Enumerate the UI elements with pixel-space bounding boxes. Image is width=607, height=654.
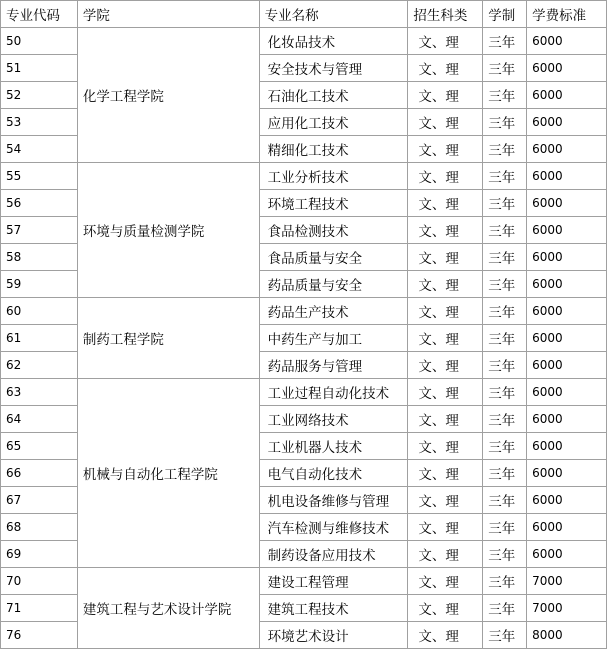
college-cell: 环境与质量检测学院 xyxy=(77,163,259,298)
major-code-cell: 71 xyxy=(1,595,78,622)
major-name-cell: 工业分析技术 xyxy=(259,163,408,190)
subject-cell: 文、理 xyxy=(408,28,483,55)
header-row xyxy=(1,1,607,28)
header-college: 学院 xyxy=(77,1,259,28)
subject-cell: 文、理 xyxy=(408,55,483,82)
years-cell: 三年 xyxy=(483,352,527,379)
major-name-cell: 药品生产技术 xyxy=(259,298,408,325)
years-cell: 三年 xyxy=(483,217,527,244)
fee-cell: 6000 xyxy=(527,541,607,568)
major-code-cell: 66 xyxy=(1,460,78,487)
years-cell: 三年 xyxy=(483,568,527,595)
table-row xyxy=(1,163,607,190)
major-code-cell: 60 xyxy=(1,298,78,325)
table-row xyxy=(1,379,607,406)
fee-cell: 6000 xyxy=(527,82,607,109)
subject-cell: 文、理 xyxy=(408,406,483,433)
major-name-cell: 应用化工技术 xyxy=(259,109,408,136)
subject-cell: 文、理 xyxy=(408,352,483,379)
subject-cell: 文、理 xyxy=(408,622,483,649)
major-code-cell: 63 xyxy=(1,379,78,406)
fee-cell: 7000 xyxy=(527,568,607,595)
major-code-cell: 55 xyxy=(1,163,78,190)
subject-cell: 文、理 xyxy=(408,487,483,514)
fee-cell: 6000 xyxy=(527,433,607,460)
subject-cell: 文、理 xyxy=(408,298,483,325)
major-name-cell: 建筑工程技术 xyxy=(259,595,408,622)
years-cell: 三年 xyxy=(483,298,527,325)
header-major: 专业名称 xyxy=(259,1,408,28)
header-subject: 招生科类 xyxy=(408,1,483,28)
years-cell: 三年 xyxy=(483,55,527,82)
major-code-cell: 68 xyxy=(1,514,78,541)
fee-cell: 6000 xyxy=(527,190,607,217)
major-code-cell: 67 xyxy=(1,487,78,514)
years-cell: 三年 xyxy=(483,28,527,55)
subject-cell: 文、理 xyxy=(408,541,483,568)
major-code-cell: 56 xyxy=(1,190,78,217)
years-cell: 三年 xyxy=(483,595,527,622)
major-name-cell: 机电设备维修与管理 xyxy=(259,487,408,514)
college-cell: 化学工程学院 xyxy=(77,28,259,163)
subject-cell: 文、理 xyxy=(408,595,483,622)
fee-cell: 6000 xyxy=(527,271,607,298)
major-code-cell: 76 xyxy=(1,622,78,649)
fee-cell: 6000 xyxy=(527,406,607,433)
major-code-cell: 53 xyxy=(1,109,78,136)
major-name-cell: 制药设备应用技术 xyxy=(259,541,408,568)
major-name-cell: 食品检测技术 xyxy=(259,217,408,244)
subject-cell: 文、理 xyxy=(408,217,483,244)
major-name-cell: 药品服务与管理 xyxy=(259,352,408,379)
fee-cell: 6000 xyxy=(527,163,607,190)
fee-cell: 6000 xyxy=(527,298,607,325)
fee-cell: 6000 xyxy=(527,514,607,541)
major-name-cell: 工业过程自动化技术 xyxy=(259,379,408,406)
major-name-cell: 药品质量与安全 xyxy=(259,271,408,298)
subject-cell: 文、理 xyxy=(408,109,483,136)
major-name-cell: 工业网络技术 xyxy=(259,406,408,433)
fee-cell: 6000 xyxy=(527,136,607,163)
major-name-cell: 化妆品技术 xyxy=(259,28,408,55)
subject-cell: 文、理 xyxy=(408,514,483,541)
header-fee: 学费标准 xyxy=(527,1,607,28)
fee-cell: 6000 xyxy=(527,109,607,136)
major-code-cell: 52 xyxy=(1,82,78,109)
major-code-cell: 58 xyxy=(1,244,78,271)
fee-cell: 6000 xyxy=(527,325,607,352)
subject-cell: 文、理 xyxy=(408,82,483,109)
major-name-cell: 安全技术与管理 xyxy=(259,55,408,82)
subject-cell: 文、理 xyxy=(408,136,483,163)
header-code: 专业代码 xyxy=(1,1,78,28)
fee-cell: 6000 xyxy=(527,244,607,271)
major-name-cell: 工业机器人技术 xyxy=(259,433,408,460)
table-row xyxy=(1,28,607,55)
years-cell: 三年 xyxy=(483,514,527,541)
years-cell: 三年 xyxy=(483,82,527,109)
fee-cell: 6000 xyxy=(527,487,607,514)
fee-cell: 6000 xyxy=(527,217,607,244)
subject-cell: 文、理 xyxy=(408,379,483,406)
subject-cell: 文、理 xyxy=(408,190,483,217)
years-cell: 三年 xyxy=(483,244,527,271)
table-body xyxy=(1,28,607,649)
subject-cell: 文、理 xyxy=(408,271,483,298)
subject-cell: 文、理 xyxy=(408,460,483,487)
fee-cell: 8000 xyxy=(527,622,607,649)
major-name-cell: 石油化工技术 xyxy=(259,82,408,109)
fee-cell: 7000 xyxy=(527,595,607,622)
major-name-cell: 食品质量与安全 xyxy=(259,244,408,271)
major-name-cell: 精细化工技术 xyxy=(259,136,408,163)
major-name-cell: 建设工程管理 xyxy=(259,568,408,595)
years-cell: 三年 xyxy=(483,325,527,352)
years-cell: 三年 xyxy=(483,541,527,568)
major-code-cell: 69 xyxy=(1,541,78,568)
fee-cell: 6000 xyxy=(527,28,607,55)
major-code-cell: 65 xyxy=(1,433,78,460)
subject-cell: 文、理 xyxy=(408,163,483,190)
fee-cell: 6000 xyxy=(527,352,607,379)
years-cell: 三年 xyxy=(483,109,527,136)
years-cell: 三年 xyxy=(483,622,527,649)
years-cell: 三年 xyxy=(483,271,527,298)
major-name-cell: 环境工程技术 xyxy=(259,190,408,217)
years-cell: 三年 xyxy=(483,136,527,163)
table-row xyxy=(1,568,607,595)
major-name-cell: 汽车检测与维修技术 xyxy=(259,514,408,541)
fee-cell: 6000 xyxy=(527,379,607,406)
major-name-cell: 电气自动化技术 xyxy=(259,460,408,487)
years-cell: 三年 xyxy=(483,163,527,190)
fee-cell: 6000 xyxy=(527,55,607,82)
major-code-cell: 57 xyxy=(1,217,78,244)
years-cell: 三年 xyxy=(483,460,527,487)
college-cell: 机械与自动化工程学院 xyxy=(77,379,259,568)
subject-cell: 文、理 xyxy=(408,568,483,595)
major-code-cell: 64 xyxy=(1,406,78,433)
years-cell: 三年 xyxy=(483,406,527,433)
years-cell: 三年 xyxy=(483,433,527,460)
subject-cell: 文、理 xyxy=(408,244,483,271)
major-code-cell: 54 xyxy=(1,136,78,163)
fee-cell: 6000 xyxy=(527,460,607,487)
college-cell: 制药工程学院 xyxy=(77,298,259,379)
subject-cell: 文、理 xyxy=(408,325,483,352)
years-cell: 三年 xyxy=(483,190,527,217)
major-code-cell: 59 xyxy=(1,271,78,298)
years-cell: 三年 xyxy=(483,487,527,514)
major-name-cell: 环境艺术设计 xyxy=(259,622,408,649)
major-code-cell: 50 xyxy=(1,28,78,55)
major-name-cell: 中药生产与加工 xyxy=(259,325,408,352)
major-code-cell: 62 xyxy=(1,352,78,379)
subject-cell: 文、理 xyxy=(408,433,483,460)
major-code-cell: 51 xyxy=(1,55,78,82)
header-years: 学制 xyxy=(483,1,527,28)
table-row xyxy=(1,298,607,325)
college-cell: 建筑工程与艺术设计学院 xyxy=(77,568,259,649)
major-code-cell: 61 xyxy=(1,325,78,352)
major-code-cell: 70 xyxy=(1,568,78,595)
years-cell: 三年 xyxy=(483,379,527,406)
